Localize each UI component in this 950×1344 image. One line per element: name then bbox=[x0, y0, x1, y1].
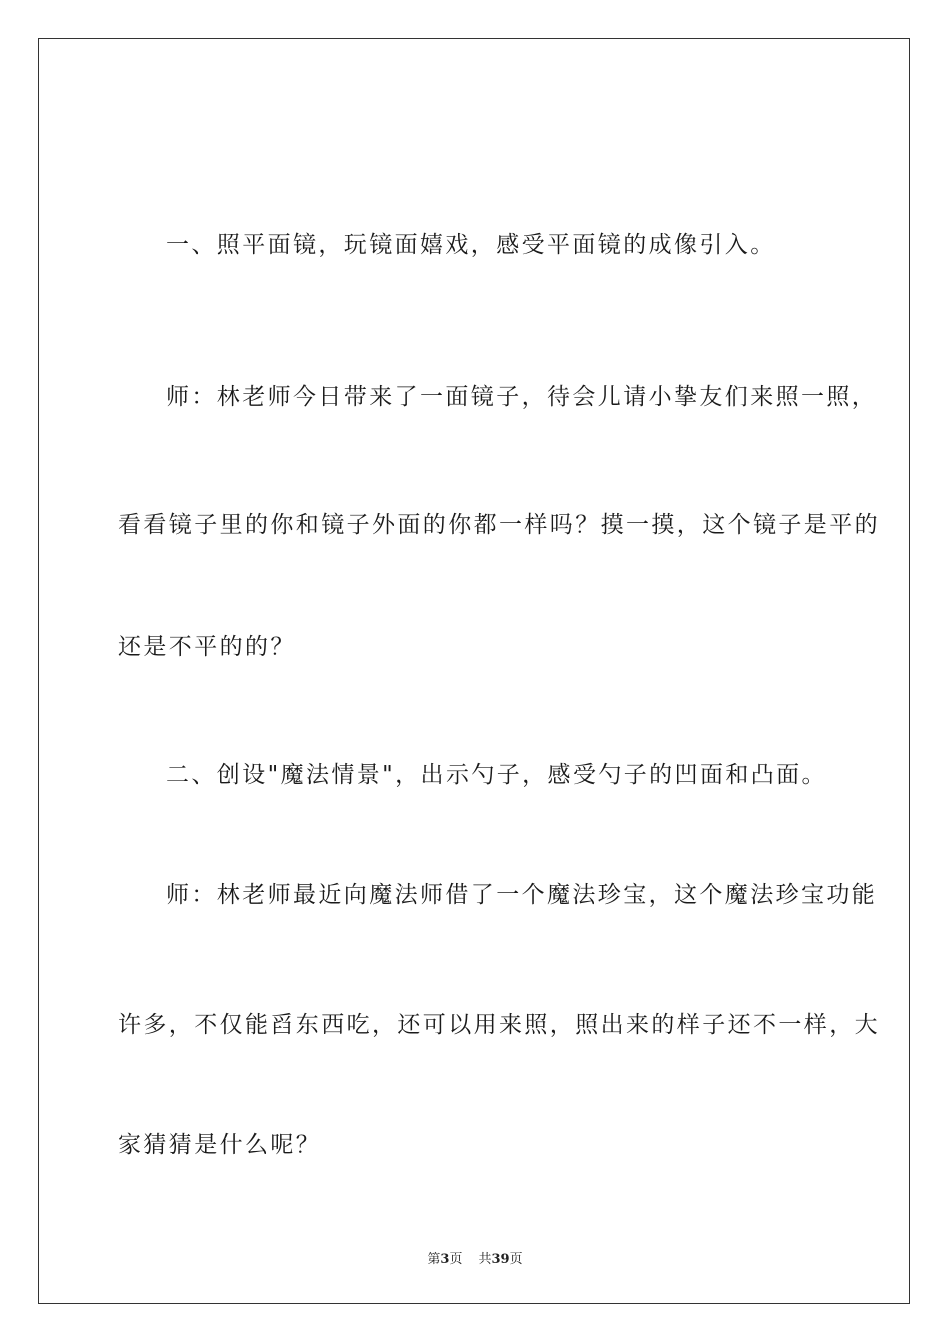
footer-total-number: 39 bbox=[491, 1252, 510, 1267]
footer-page-number: 3 bbox=[440, 1252, 450, 1267]
paragraph-line-6: 师：林老师最近向魔法师借了一个魔法珍宝，这个魔法珍宝功能 bbox=[166, 882, 878, 908]
footer-total-prefix: 共 bbox=[478, 1252, 492, 1267]
paragraph-line-7: 许多，不仅能舀东西吃，还可以用来照，照出来的样子还不一样，大 bbox=[118, 1012, 880, 1038]
footer-page-prefix: 第 bbox=[427, 1252, 441, 1267]
paragraph-line-5: 二、创设"魔法情景"，出示勺子，感受勺子的凹面和凸面。 bbox=[166, 762, 827, 788]
paragraph-line-1: 一、照平面镜，玩镜面嬉戏，感受平面镜的成像引入。 bbox=[166, 232, 776, 258]
paragraph-line-2: 师：林老师今日带来了一面镜子，待会儿请小挚友们来照一照， bbox=[166, 384, 878, 410]
footer-total-suffix: 页 bbox=[509, 1252, 523, 1267]
page-border bbox=[38, 38, 910, 1304]
paragraph-line-4: 还是不平的的？ bbox=[118, 634, 296, 660]
footer-page-suffix: 页 bbox=[449, 1252, 463, 1267]
paragraph-line-3: 看看镜子里的你和镜子外面的你都一样吗？摸一摸，这个镜子是平的 bbox=[118, 512, 880, 538]
paragraph-line-8: 家猜猜是什么呢？ bbox=[118, 1132, 322, 1158]
page-footer bbox=[0, 1248, 950, 1267]
